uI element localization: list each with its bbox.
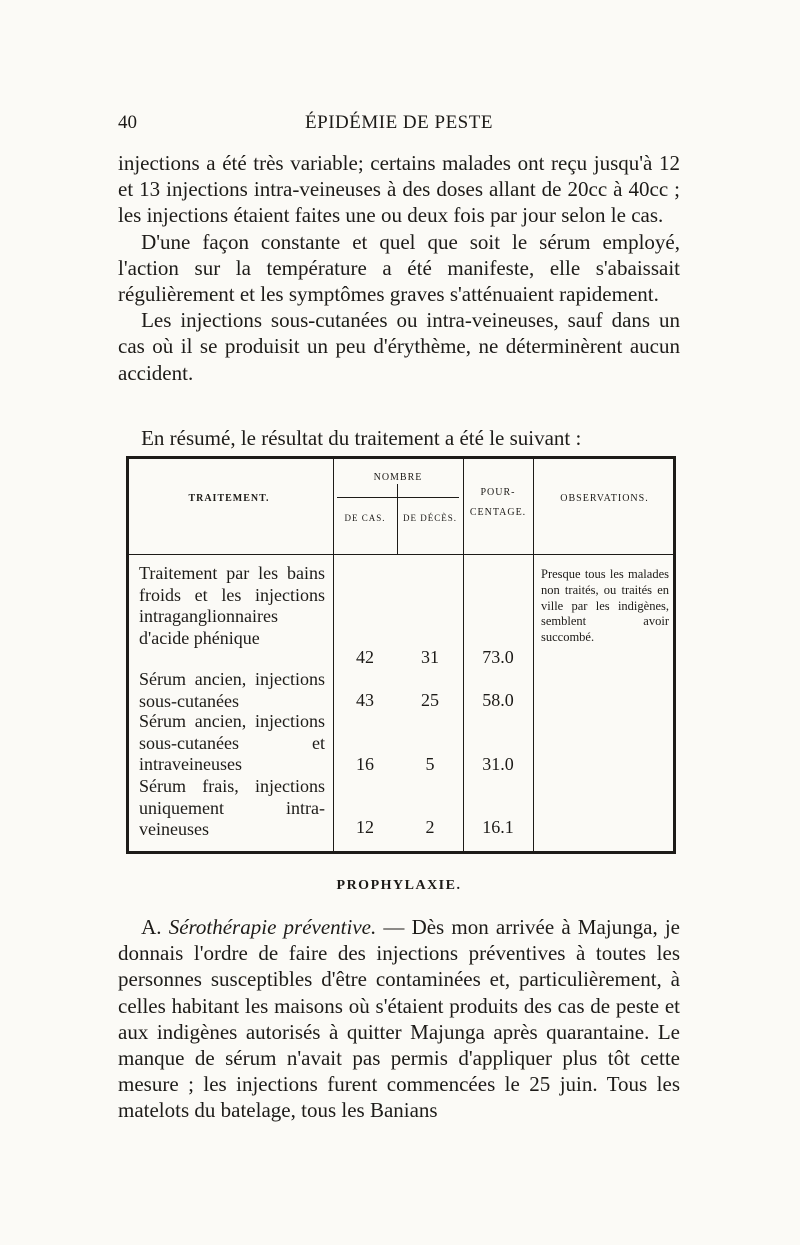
header-pourcentage: POUR-CENTAGE.	[469, 487, 527, 518]
paragraph-3: Les injections sous-cutanées ou intra-veineuses, sauf dans un cas où il se produisit un peu d'érythème, ne déterminèrent aucun accident.	[118, 308, 680, 385]
running-title: ÉPIDÉMIE DE PESTE	[305, 112, 493, 133]
row-label: Sérum frais, injections uniquement intra-veineuses	[139, 776, 325, 839]
header-nombre: NOMBRE	[373, 472, 423, 483]
header-observations: OBSERVATIONS.	[560, 493, 649, 504]
paragraph-1: injections a été très variable; certains malades ont reçu jusqu'à 12 et 13 injections intra-veineuses à des doses allant de 20cc à 40cc ; les injections étaient faites une ou deux fois par jour selon le cas.	[118, 151, 680, 228]
paragraph-5	[118, 914, 680, 1124]
cell-cas: 42	[356, 647, 374, 667]
body-text-top	[118, 150, 680, 386]
paragraph-5-lead: A.	[141, 915, 162, 939]
page-number: 40	[118, 112, 137, 133]
cell-cas: 43	[356, 690, 374, 710]
header-divider	[129, 554, 673, 555]
header-traitement: TRAITEMENT.	[188, 493, 270, 504]
cell-deces: 31	[421, 647, 439, 667]
paragraph-5-text: — Dès mon arrivée à Majunga, je donnais l'ordre de faire des injections préventives à toutes les personnes susceptibles d'être contaminées et, particulièrement, à celles habitant les maisons où s'étaient produits des cas de peste et aux indigènes autorisés à quitter Majunga après quarantaine. Le manque de sérum n'avait pas permis d'appliquer plus tôt cette mesure ; les injections furent commencées le 25 juin. Tous les matelots du batelage, tous les Banians	[118, 915, 681, 1123]
body-text-intro	[118, 425, 680, 451]
row-label: Sérum ancien, injections sous-cutanées	[139, 669, 325, 711]
results-table	[126, 456, 676, 854]
cell-deces: 5	[425, 754, 435, 774]
paragraph-2: D'une façon constante et quel que soit le sérum employé, l'action sur la température a été manifeste, elle s'abaissait régulièrement et les symptômes graves s'atténuaient rapidement.	[118, 229, 680, 307]
cell-deces: 25	[421, 690, 439, 710]
paragraph-4: En résumé, le résultat du traitement a été le suivant :	[141, 426, 582, 450]
observation-note: Presque tous les malades non traités, ou traités en ville par les indigènes, semblent avoir succombé.	[541, 567, 669, 645]
cell-pourcentage: 58.0	[482, 690, 514, 710]
cell-pourcentage: 16.1	[482, 817, 514, 837]
header-de-deces: DE DÉCÈS.	[403, 513, 457, 523]
nombre-rule	[337, 497, 459, 498]
body-text-bottom	[118, 914, 680, 1124]
cell-pourcentage: 73.0	[482, 647, 514, 667]
row-label: Traitement par les bains froids et les injections intraganglionnaires d'acide phénique	[139, 563, 325, 648]
column-divider	[533, 459, 534, 851]
cell-cas: 12	[356, 817, 374, 837]
header-de-cas: DE CAS.	[344, 513, 386, 523]
paragraph-5-subtitle: Sérothérapie préventive.	[168, 915, 377, 939]
cell-cas: 16	[356, 754, 374, 774]
cell-deces: 2	[425, 817, 435, 837]
section-title: PROPHYLAXIE.	[336, 878, 462, 893]
row-label: Sérum ancien, injections sous-cutanées et intraveineuses	[139, 711, 325, 774]
cell-pourcentage: 31.0	[482, 754, 514, 774]
page-header	[118, 112, 680, 140]
